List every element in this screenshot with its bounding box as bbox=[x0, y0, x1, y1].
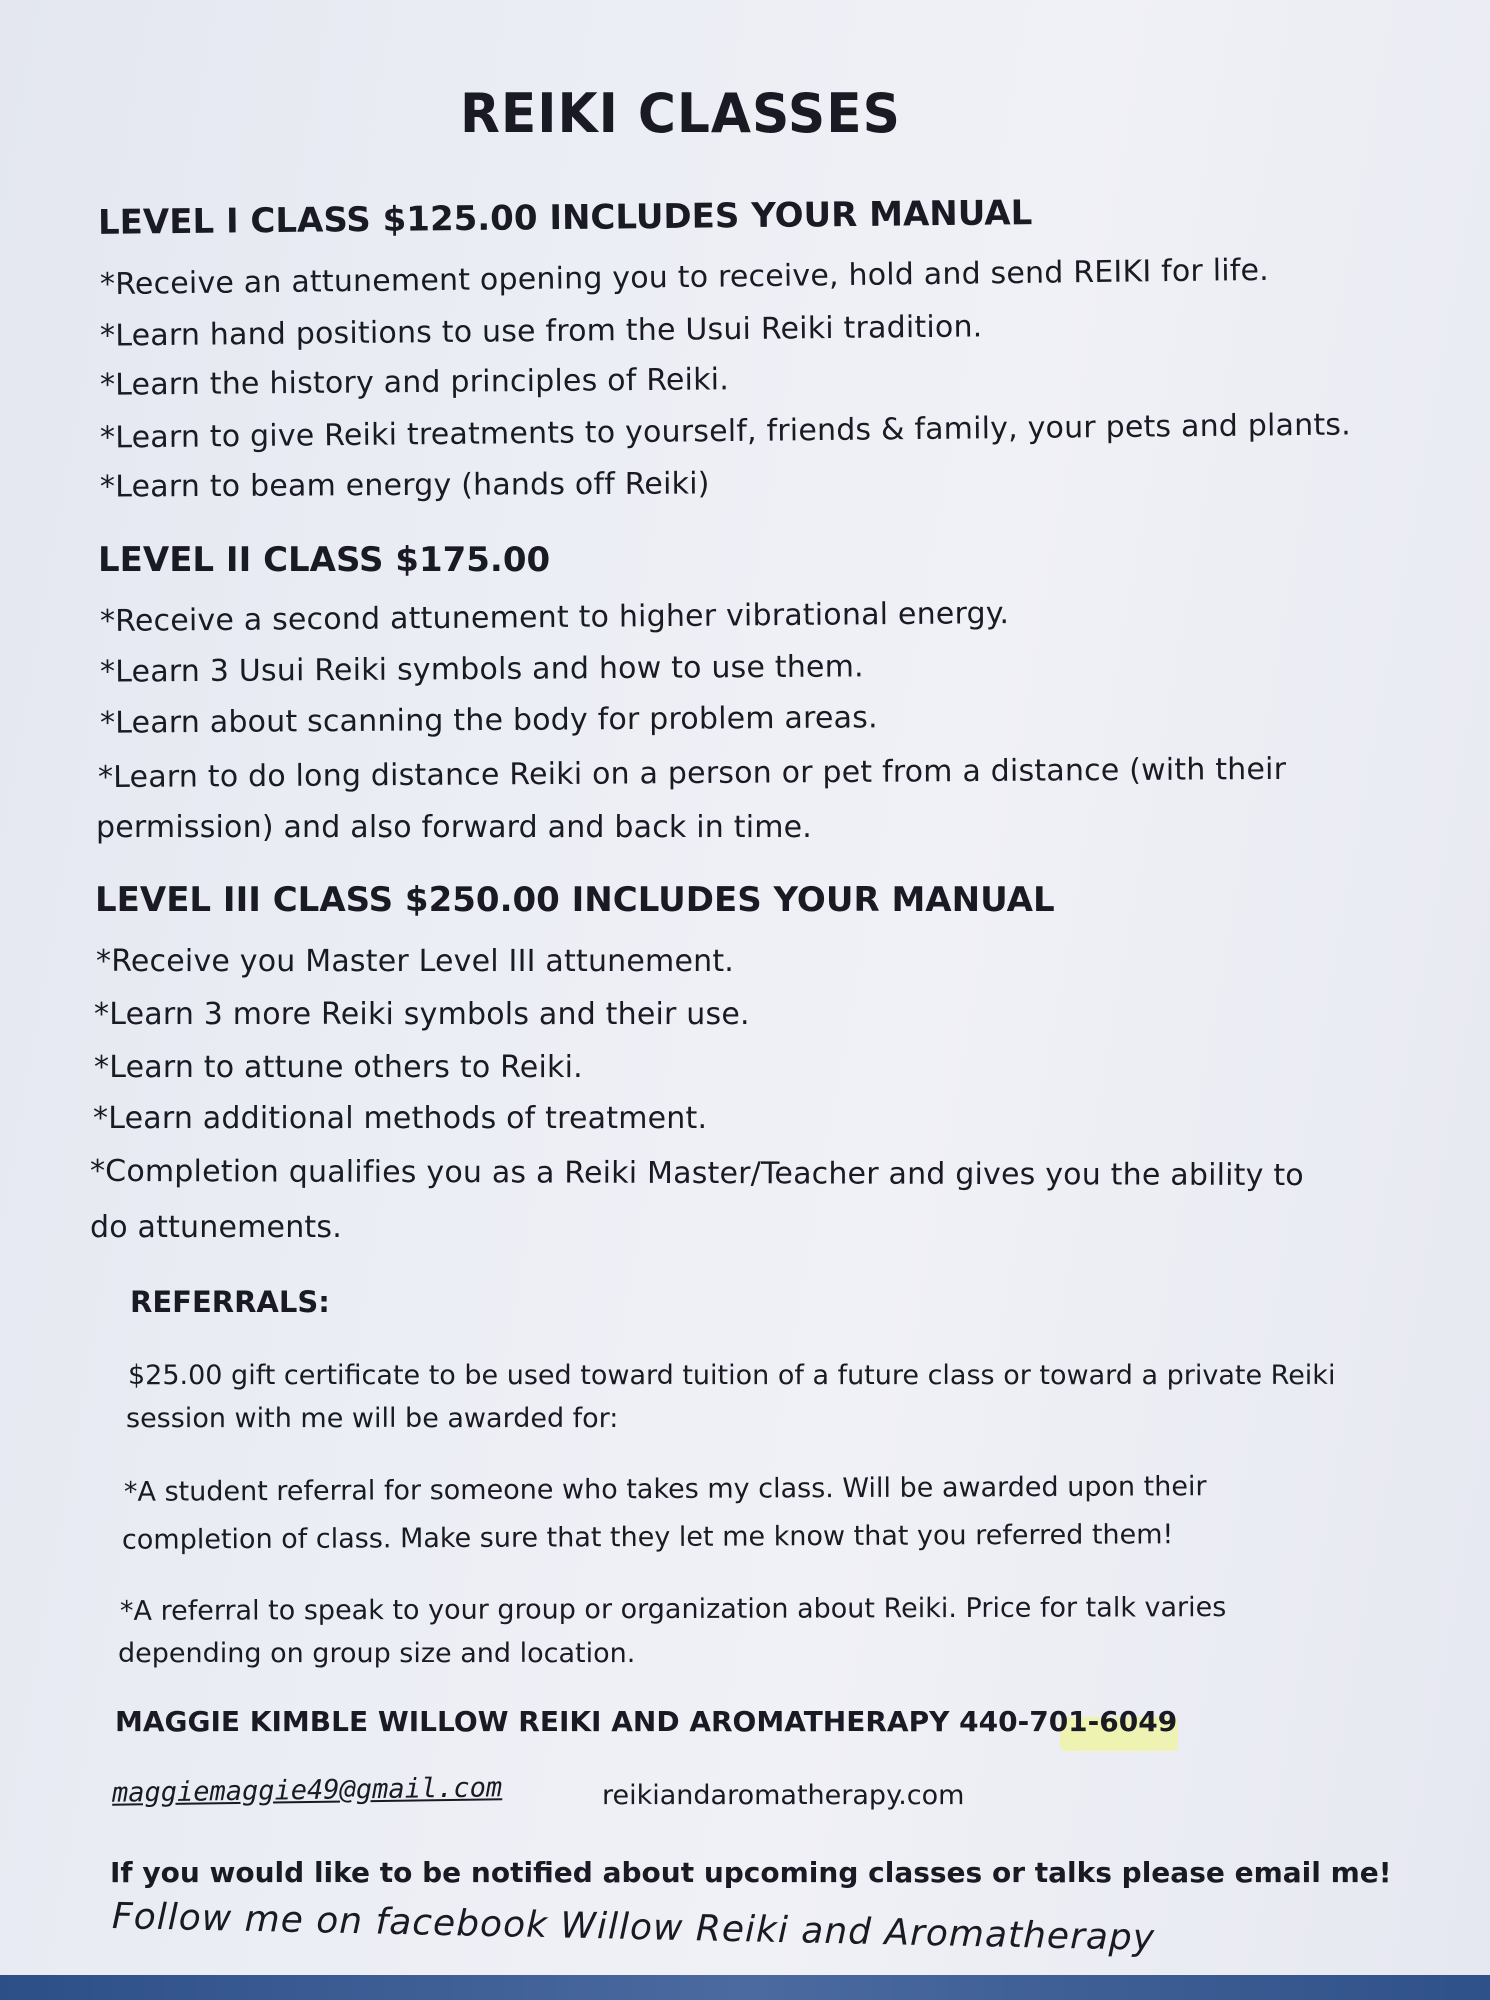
level-3-item: *Completion qualifies you as a Reiki Master/Teacher and gives you the ability to bbox=[89, 1153, 1304, 1194]
level-2-item: *Learn to do long distance Reiki on a person or pet from a distance (with their bbox=[97, 751, 1287, 796]
level-3-item: *Learn 3 more Reiki symbols and their use. bbox=[94, 997, 750, 1032]
level-3-item: *Learn additional methods of treatment. bbox=[93, 1101, 708, 1136]
referrals-intro: $25.00 gift certificate to be used toward tuition of a future class or toward a private Reiki bbox=[128, 1360, 1336, 1391]
notify-text: If you would like to be notified about upcoming classes or talks please email me! bbox=[110, 1856, 1392, 1889]
level-1-item: *Learn the history and principles of Reiki. bbox=[99, 362, 730, 403]
background-surface bbox=[0, 1975, 1490, 2000]
website-link[interactable]: reikiandaromatherapy.com bbox=[602, 1780, 965, 1811]
level-1-item: *Learn to give Reiki treatments to yourself, friends & family, your pets and plants. bbox=[99, 407, 1352, 456]
contact-line: MAGGIE KIMBLE WILLOW REIKI AND AROMATHERAPY 440-701-6049 bbox=[115, 1705, 1178, 1738]
level-1-item: *Learn to beam energy (hands off Reiki) bbox=[99, 466, 710, 505]
page-title: REIKI CLASSES bbox=[460, 82, 901, 145]
level-2-item: *Receive a second attunement to higher vibrational energy. bbox=[99, 596, 1010, 639]
level-1-item: *Learn hand positions to use from the Usui Reiki tradition. bbox=[99, 309, 983, 354]
level-3-item: *Receive you Master Level III attunement. bbox=[96, 944, 735, 979]
facebook-note: Follow me on facebook Willow Reiki and Aromatherapy bbox=[111, 1896, 1156, 1959]
level-2-item: *Learn about scanning the body for problem areas. bbox=[99, 700, 878, 741]
level-3-heading: LEVEL III CLASS $250.00 INCLUDES YOUR MANUAL bbox=[95, 880, 1055, 920]
level-3-item: *Learn to attune others to Reiki. bbox=[94, 1050, 583, 1085]
referrals-heading: REFERRALS: bbox=[130, 1285, 330, 1319]
group-referral: depending on group size and location. bbox=[118, 1638, 636, 1669]
email-link[interactable]: maggiemaggie49@gmail.com bbox=[111, 1772, 503, 1809]
level-1-heading: LEVEL I CLASS $125.00 INCLUDES YOUR MANUAL bbox=[97, 193, 1033, 243]
level-2-item: *Learn 3 Usui Reiki symbols and how to use them. bbox=[99, 649, 864, 690]
group-referral: *A referral to speak to your group or organization about Reiki. Price for talk varies bbox=[119, 1592, 1227, 1627]
student-referral: *A student referral for someone who takes my class. Will be awarded upon their bbox=[123, 1471, 1207, 1508]
level-1-item: *Receive an attunement opening you to receive, hold and send REIKI for life. bbox=[99, 252, 1270, 303]
level-2-item: permission) and also forward and back in time. bbox=[96, 810, 813, 845]
level-3-item: do attunements. bbox=[90, 1210, 342, 1245]
student-referral: completion of class. Make sure that they let me know that you referred them! bbox=[121, 1519, 1174, 1556]
referrals-intro: session with me will be awarded for: bbox=[126, 1403, 619, 1434]
level-2-heading: LEVEL II CLASS $175.00 bbox=[98, 540, 551, 580]
